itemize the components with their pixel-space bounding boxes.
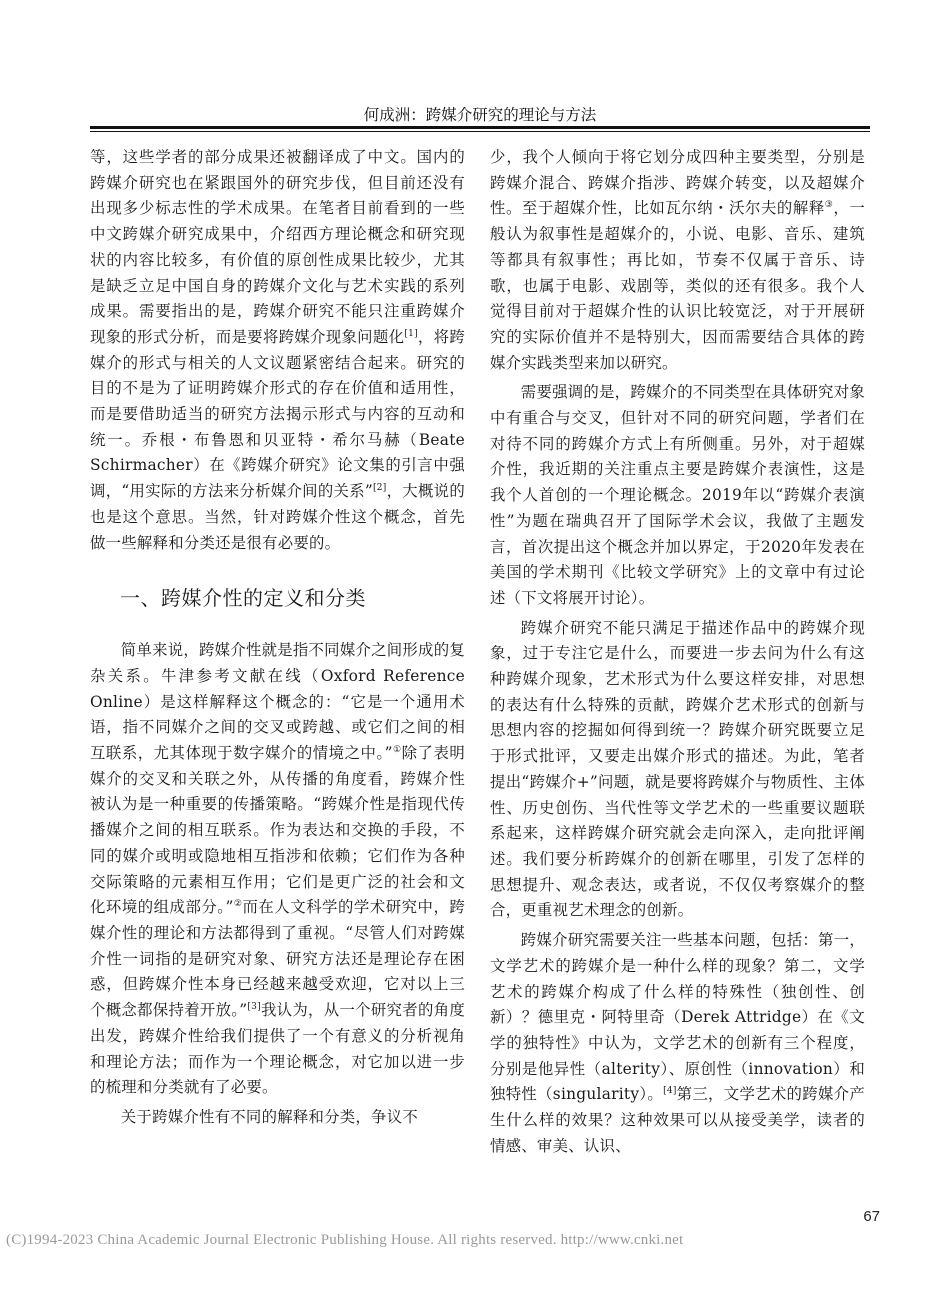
- footnote-marker[interactable]: ③: [824, 200, 834, 211]
- text-run: 跨媒介研究需要关注一些基本问题，包括：第一，文学艺术的跨媒介是一种什么样的现象？第二，文学艺术的跨媒介构成了什么样的特殊性（独创性、创新）？德里克・阿特里奇（Derek Attridge）在《文学的独特性》中认为，文学艺术的创新有三个程度，分别是他异性（alterity）、原创性（innovation）和独特性（singularity）。: [490, 931, 865, 1104]
- text-run: 我认为，从一个研究者的角度出发，跨媒介性给我们提供了一个有意义的分析视角和理论方法；而作为一个理论概念，对它加以进一步的梳理和分类就有了必要。: [90, 1001, 465, 1097]
- header-rule-thin: [90, 131, 870, 132]
- page-number: 67: [863, 1208, 880, 1225]
- text-run: 少，我个人倾向于将它划分成四种主要类型，分别是跨媒介混合、跨媒介指涉、跨媒介转变，以及超媒介性。至于超媒介性，比如瓦尔纳・沃尔夫的解释: [490, 148, 865, 218]
- paragraph: [90, 638, 465, 1101]
- text-run: ，大概说的也是这个意思。当然，针对跨媒介性这个概念，首先做一些解释和分类还是很有必要的。: [90, 482, 465, 552]
- section-heading: 一、跨媒介性的定义和分类: [120, 586, 366, 611]
- right-column: [490, 145, 865, 1159]
- copyright-watermark: (C)1994-2023 China Academic Journal Electronic Publishing House. All rights reserved. http://www.cnki.net: [6, 1232, 684, 1248]
- paragraph: 关于跨媒介性有不同的解释和分类，争议不: [120, 1107, 418, 1126]
- text-run: 简单来说，跨媒介性就是指不同媒介之间形成的复杂关系。牛津参考文献在线（Oxford Reference Online）是这样解释这个概念的：“它是一个通用术语，指不同媒介之间的交叉或跨越、或它们之间的相互联系，尤其体现于数字媒介的情境之中。”: [90, 641, 465, 763]
- text-run: 而在人文科学的学术研究中，跨媒介性的理论和方法都得到了重视。“尽管人们对跨媒介性一词指的是研究对象、研究方法还是理论存在困惑，但跨媒介性本身已经越来越受欢迎，它对以上三个概念都保持着开放。”: [90, 898, 465, 1020]
- text-run: ，将跨媒介的形式与相关的人文议题紧密结合起来。研究的目的不是为了证明跨媒介形式的存在价值和适用性，而是要借助适当的研究方法揭示形式与内容的互动和统一。乔根・布鲁恩和贝亚特・希尔马赫（Beate Schirmacher）在《跨媒介研究》论文集的引言中强调，“用实际的方法来分析媒介间的关系”: [90, 327, 465, 501]
- header-rule-thick: [90, 126, 870, 129]
- paragraph: 跨媒介研究不能只满足于描述作品中的跨媒介现象，过于专注它是什么，而要进一步去问为什么有这种跨媒介现象，艺术形式为什么要这样安排，对思想的表达有什么特殊的贡献，跨媒介艺术形式的创新与思想内容的挖掘如何得到统一？跨媒介研究既要立足于形式批评，又要走出媒介形式的描述。为此，笔者提出“跨媒介+”问题，就是要将跨媒介与物质性、主体性、历史创伤、当代性等文学艺术的一些重要议题联系起来，这样跨媒介研究就会走向深入，走向批评阐述。我们要分析跨媒介的创新在哪里，引发了怎样的思想提升、观念表达，或者说，不仅仅考察媒介的整合，更重视艺术理念的创新。: [490, 618, 865, 920]
- paragraph: 需要强调的是，跨媒介的不同类型在具体研究对象中有重合与交叉，但针对不同的研究问题，学者们在对待不同的跨媒介方式上有所侧重。另外，对于超媒介性，我近期的关注重点主要是跨媒介表演性，这是我个人首创的一个理论概念。2019年以“跨媒介表演性”为题在瑞典召开了国际学术会议，我做了主题发言，首次提出这个概念并加以界定，于2020年发表在美国的学术期刊《比较文学研究》上的文章中有过论述（下文将展开讨论）。: [490, 383, 865, 607]
- citation-ref[interactable]: [2]: [373, 483, 387, 494]
- citation-ref[interactable]: [4]: [663, 1086, 677, 1097]
- paragraph: [90, 145, 465, 556]
- text-run: ，一般认为叙事性是超媒介的，小说、电影、音乐、建筑等都具有叙事性；再比如，节奏不仅属于音乐、诗歌，也属于电影、戏剧等，类似的还有很多。我个人觉得目前对于超媒介性的认识比较宽泛，对于开展研究的实际价值并不是特别大，因而需要结合具体的跨媒介实践类型来加以研究。: [490, 199, 865, 372]
- citation-ref[interactable]: [1]: [404, 328, 418, 339]
- citation-ref[interactable]: [3]: [247, 1002, 261, 1013]
- footnote-marker[interactable]: ①: [392, 745, 402, 756]
- paragraph: [490, 928, 865, 1159]
- text-run: 除了表明媒介的交叉和关联之外，从传播的角度看，跨媒介性被认为是一种重要的传播策略。“跨媒介性是指现代传播媒介之间的相互联系。作为表达和交换的手段，不同的媒介或明或隐地相互指涉和依赖；它们作为各种交际策略的元素相互作用；它们是更广泛的社会和文化环境的组成部分。”: [90, 744, 466, 917]
- left-column: [90, 145, 465, 1131]
- text-run: 第三，文学艺术的跨媒介产生什么样的效果？这种效果可以从接受美学，读者的情感、审美、认识、: [490, 1085, 865, 1155]
- paragraph: [490, 145, 865, 376]
- footnote-marker[interactable]: ②: [233, 899, 243, 910]
- text-run: 等，这些学者的部分成果还被翻译成了中文。国内的跨媒介研究也在紧跟国外的研究步伐，但目前还没有出现多少标志性的学术成果。在笔者目前看到的一些中文跨媒介研究成果中，介绍西方理论概念和研究现状的内容比较多，有价值的原创性成果比较少，尤其是缺乏立足中国自身的跨媒介文化与艺术实践的系列成果。需要指出的是，跨媒介研究不能只注重跨媒介现象的形式分析，而是要将跨媒介现象问题化: [90, 148, 465, 346]
- running-head: 何成洲：跨媒介研究的理论与方法: [363, 106, 597, 124]
